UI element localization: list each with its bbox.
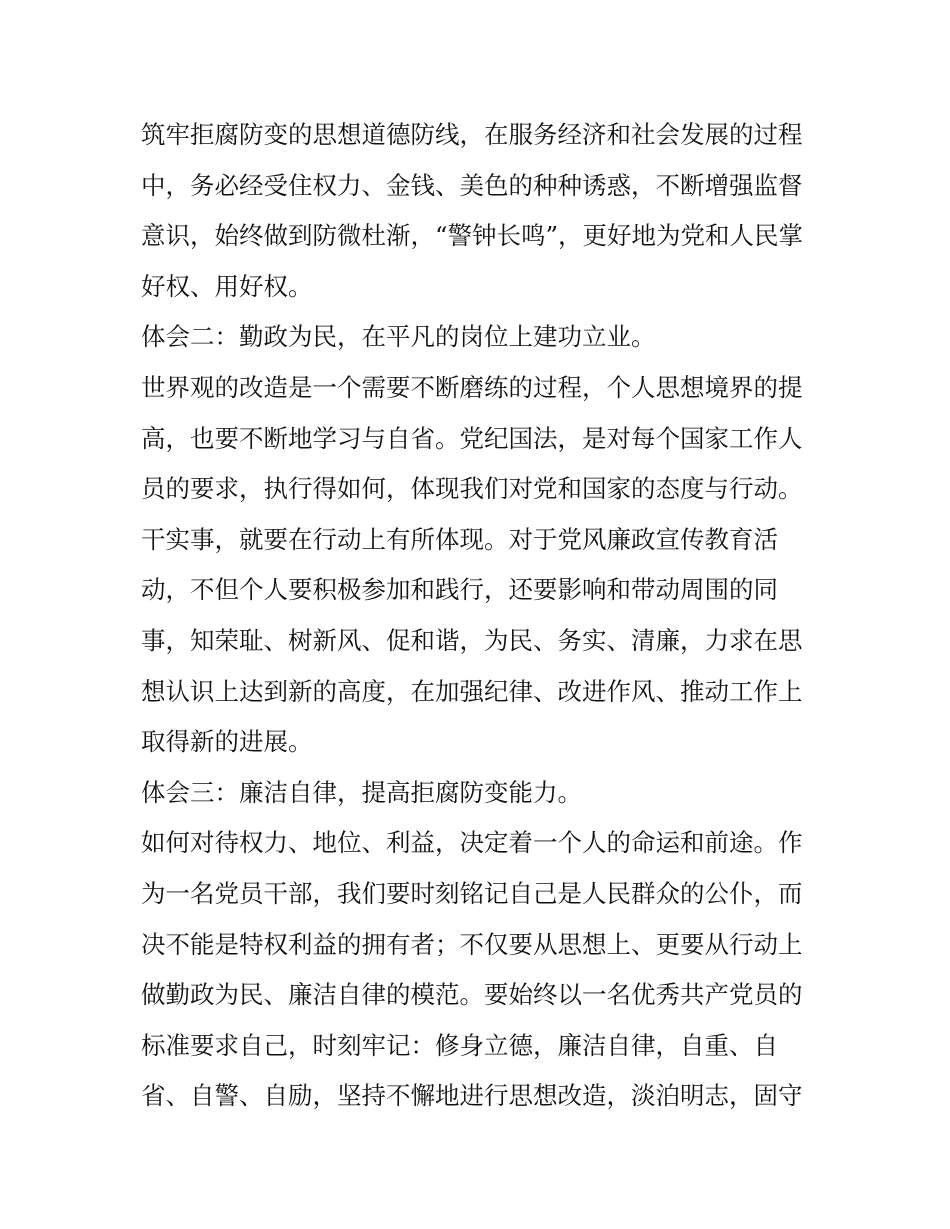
text-line: 决不能是特权利益的拥有者；不仅要从思想上、更要从行动上 [141,929,803,959]
section-heading-2: 体会二：勤政为民，在平凡的岗位上建功立业。 [141,322,656,352]
text-line: 标准要求自己，时刻牢记：修身立德，廉洁自律，自重、自 [141,1030,778,1060]
text-line: 省、自警、自励，坚持不懈地进行思想改造，淡泊明志，固守 [141,1081,803,1111]
text-line: 筑牢拒腐防变的思想道德防线，在服务经济和社会发展的过程 [141,120,803,149]
text-line: 意识，始终做到防微杜渐，“警钟长鸣”，更好地为党和人民掌 [141,221,804,251]
text-line: 中，务必经受住权力、金钱、美色的种种诱惑，不断增强监督 [141,170,803,200]
text-line: 做勤政为民、廉洁自律的模范。要始终以一名优秀共产党员的 [141,980,803,1010]
text-line: 世界观的改造是一个需要不断磨练的过程，个人思想境界的提 [141,372,803,402]
text-line: 高，也要不断地学习与自省。党纪国法，是对每个国家工作人 [141,423,803,453]
text-line: 取得新的进展。 [141,727,313,757]
text-line: 想认识上达到新的高度，在加强纪律、改进作风、推动工作上 [141,676,803,706]
text-line: 为一名党员干部，我们要时刻铭记自己是人民群众的公仆，而 [141,878,803,908]
text-line: 干实事，就要在行动上有所体现。对于党风廉政宣传教育活 [141,524,778,554]
text-line: 员的要求，执行得如何，体现我们对党和国家的态度与行动。 [141,474,803,504]
text-line: 事，知荣耻、树新风、促和谐，为民、务实、清廉，力求在思 [141,625,803,655]
text-line: 动，不但个人要积极参加和践行，还要影响和带动周围的同 [141,575,778,605]
text-line: 如何对待权力、地位、利益，决定着一个人的命运和前途。作 [141,828,803,858]
section-heading-3: 体会三：廉洁自律，提高拒腐防变能力。 [141,777,582,807]
text-line: 好权、用好权。 [141,271,313,301]
document-body [141,110,821,1122]
